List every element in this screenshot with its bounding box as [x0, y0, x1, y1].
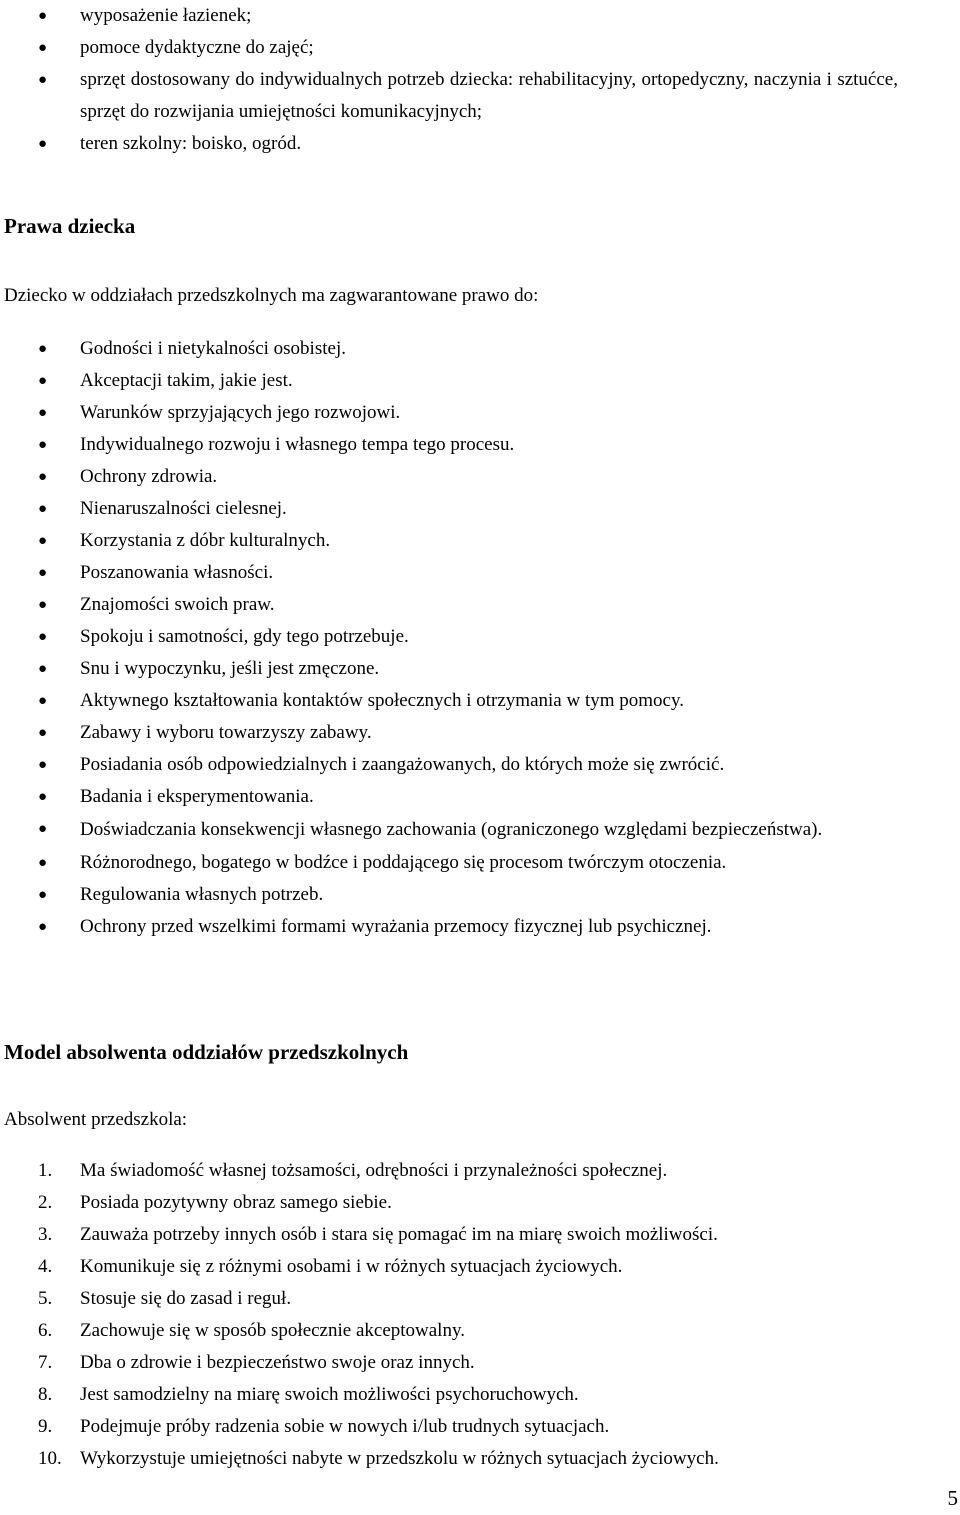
rights-intro: Dziecko w oddziałach przedszkolnych ma zagwarantowane prawo do:	[4, 285, 539, 306]
list-item	[0, 32, 900, 64]
list-item	[0, 1155, 900, 1187]
list-item	[0, 64, 900, 128]
list-number: 7.	[38, 1352, 53, 1373]
list-item-text: Spokoju i samotności, gdy tego potrzebuje.	[80, 626, 409, 647]
list-item-text: Ma świadomość własnej tożsamości, odrębności i przynależności społecznej.	[80, 1160, 668, 1181]
list-item	[0, 0, 900, 32]
bullet-icon: ●	[38, 8, 48, 24]
list-item	[0, 1219, 900, 1251]
list-item-text: Komunikuje się z różnymi osobami i w różnych sytuacjach życiowych.	[80, 1256, 623, 1277]
bullet-icon: ●	[38, 919, 48, 935]
list-number: 5.	[38, 1288, 53, 1309]
list-item-text: pomoce dydaktyczne do zajęć;	[80, 37, 314, 58]
list-item	[0, 429, 960, 461]
rights-list	[0, 333, 960, 943]
list-item-text: Znajomości swoich praw.	[80, 594, 275, 615]
list-item	[0, 1251, 900, 1283]
list-number: 6.	[38, 1320, 53, 1341]
list-item-text: sprzęt dostosowany do indywidualnych potrzeb dziecka: rehabilitacyjny, ortopedyczny, naczynia i sztućce, sprzęt do rozwijania umiejętności komunikacyjnych;	[80, 69, 898, 122]
bullet-icon: ●	[38, 533, 48, 549]
bullet-icon: ●	[38, 405, 48, 421]
list-item	[0, 557, 960, 589]
list-item	[0, 461, 960, 493]
bullet-icon: ●	[38, 341, 48, 357]
list-item	[0, 397, 960, 429]
list-item-text: Zabawy i wyboru towarzyszy zabawy.	[80, 722, 372, 743]
bullet-icon: ●	[38, 887, 48, 903]
list-item	[0, 365, 960, 397]
bullet-icon: ●	[38, 693, 48, 709]
list-item-text: Aktywnego kształtowania kontaktów społecznych i otrzymania w tym pomocy.	[80, 690, 684, 711]
list-number: 2.	[38, 1192, 53, 1213]
list-item-text: Zauważa potrzeby innych osób i stara się pomagać im na miarę swoich możliwości.	[80, 1224, 718, 1245]
equipment-list	[0, 0, 900, 160]
list-item	[0, 813, 960, 847]
list-item-text: Godności i nietykalności osobistej.	[80, 338, 346, 359]
bullet-icon: ●	[38, 661, 48, 677]
list-item	[0, 1347, 900, 1379]
list-item-text: Poszanowania własności.	[80, 562, 274, 583]
list-item	[0, 717, 960, 749]
list-item	[0, 879, 960, 911]
bullet-icon: ●	[38, 855, 48, 871]
graduate-intro: Absolwent przedszkola:	[4, 1109, 188, 1130]
list-item	[0, 1187, 900, 1219]
list-item-text: Ochrony zdrowia.	[80, 466, 218, 487]
bullet-icon: ●	[38, 40, 48, 56]
list-number: 10.	[38, 1448, 62, 1469]
list-item-text: Warunków sprzyjających jego rozwojowi.	[80, 402, 401, 423]
list-item	[0, 1315, 900, 1347]
list-item	[0, 1379, 900, 1411]
list-item	[0, 621, 960, 653]
bullet-icon: ●	[38, 789, 48, 805]
list-item-text: Podejmuje próby radzenia sobie w nowych i/lub trudnych sytuacjach.	[80, 1416, 610, 1437]
page-number: 5	[947, 1486, 958, 1510]
list-number: 1.	[38, 1160, 53, 1181]
bullet-icon: ●	[38, 72, 48, 88]
graduate-heading: Model absolwenta oddziałów przedszkolnych	[4, 1040, 409, 1064]
list-item-text: Ochrony przed wszelkimi formami wyrażania przemocy fizycznej lub psychicznej.	[80, 916, 712, 937]
list-item	[0, 911, 960, 943]
list-item	[0, 1443, 900, 1475]
bullet-icon: ●	[38, 821, 48, 837]
list-item	[0, 1283, 900, 1315]
bullet-icon: ●	[38, 437, 48, 453]
bullet-icon: ●	[38, 757, 48, 773]
list-item	[0, 333, 960, 365]
list-item-text: teren szkolny: boisko, ogród.	[80, 133, 302, 154]
list-item-text: Wykorzystuje umiejętności nabyte w przedszkolu w różnych sytuacjach życiowych.	[80, 1448, 719, 1469]
list-item	[0, 781, 960, 813]
list-item-text: Zachowuje się w sposób społecznie akceptowalny.	[80, 1320, 465, 1341]
list-item	[0, 589, 960, 621]
list-item	[0, 685, 960, 717]
list-number: 4.	[38, 1256, 53, 1277]
list-item-text: Doświadczania konsekwencji własnego zachowania (ograniczonego względami bezpieczeństwa).	[80, 819, 823, 840]
list-number: 9.	[38, 1416, 53, 1437]
list-item	[0, 525, 960, 557]
bullet-icon: ●	[38, 725, 48, 741]
list-item	[0, 749, 960, 781]
rights-heading: Prawa dziecka	[4, 214, 136, 238]
list-item-text: Indywidualnego rozwoju i własnego tempa tego procesu.	[80, 434, 515, 455]
list-item-text: Badania i eksperymentowania.	[80, 786, 314, 807]
list-item-text: Posiada pozytywny obraz samego siebie.	[80, 1192, 392, 1213]
list-item-text: Nienaruszalności cielesnej.	[80, 498, 287, 519]
list-item	[0, 653, 960, 685]
list-item	[0, 847, 960, 879]
list-item	[0, 128, 900, 160]
bullet-icon: ●	[38, 136, 48, 152]
list-number: 8.	[38, 1384, 53, 1405]
list-item-text: Stosuje się do zasad i reguł.	[80, 1288, 292, 1309]
graduate-list	[0, 1155, 900, 1475]
list-item-text: Snu i wypoczynku, jeśli jest zmęczone.	[80, 658, 380, 679]
list-item-text: Różnorodnego, bogatego w bodźce i poddającego się procesom twórczym otoczenia.	[80, 852, 727, 873]
list-item-text: wyposażenie łazienek;	[80, 5, 252, 26]
list-item-text: Akceptacji takim, jakie jest.	[80, 370, 293, 391]
list-item-text: Posiadania osób odpowiedzialnych i zaangażowanych, do których może się zwrócić.	[80, 754, 725, 775]
bullet-icon: ●	[38, 501, 48, 517]
list-item	[0, 493, 960, 525]
list-number: 3.	[38, 1224, 53, 1245]
list-item-text: Jest samodzielny na miarę swoich możliwości psychoruchowych.	[80, 1384, 579, 1405]
bullet-icon: ●	[38, 373, 48, 389]
list-item-text: Regulowania własnych potrzeb.	[80, 884, 324, 905]
bullet-icon: ●	[38, 469, 48, 485]
bullet-icon: ●	[38, 597, 48, 613]
bullet-icon: ●	[38, 629, 48, 645]
bullet-icon: ●	[38, 565, 48, 581]
list-item	[0, 1411, 900, 1443]
list-item-text: Dba o zdrowie i bezpieczeństwo swoje oraz innych.	[80, 1352, 475, 1373]
list-item-text: Korzystania z dóbr kulturalnych.	[80, 530, 331, 551]
